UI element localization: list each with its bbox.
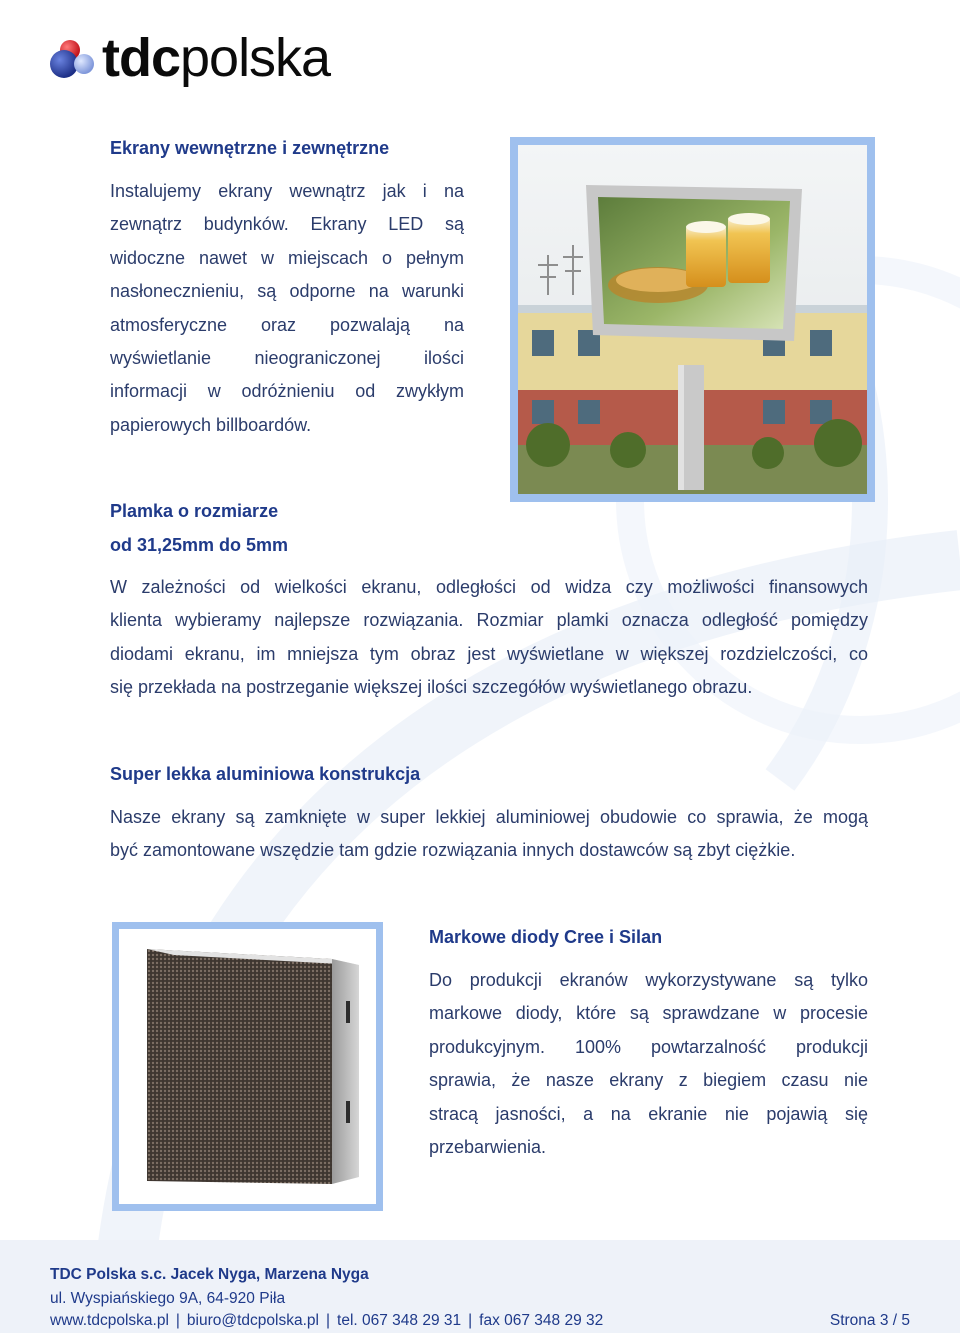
footer-phone: tel. 067 348 29 31 [337,1312,462,1329]
logo-text-bold: tdc [102,28,180,88]
text-line: Nasze ekrany są zamknięte w super lekkiej aluminiowej obudowie co sprawia, że mogą [110,807,868,827]
footer-fax: fax 067 348 29 32 [479,1312,604,1329]
led-cabinet-illustration [119,929,376,1204]
text-line: atmosferyczne oraz pozwalają na [110,314,464,335]
billboard-photo [510,137,875,502]
billboard-illustration [518,145,867,494]
text-line: klienta wybieramy najlepsze rozwiązania. Rozmiar plamki oznacza odległość pomiędzy [110,610,868,631]
heading-aluminium: Super lekka aluminiowa konstrukcja [110,764,421,784]
led-panel-photo [112,922,383,1211]
text-line: sprawia, że nasze ekrany z biegiem czasu nie [429,1070,868,1091]
text-line: przebarwienia. [429,1137,547,1158]
text-line: Do produkcji ekranów wykorzystywane są tylko [429,970,868,990]
footer-address: ul. Wyspiańskiego 9A, 64-920 Piła [50,1290,286,1307]
text-line: zewnątrz budynków. Ekrany LED są [110,214,464,235]
text-line: W zależności od wielkości ekranu, odległości od widza czy możliwości finansowych [110,577,868,597]
page-number: Strona 3 / 5 [829,1312,910,1329]
text-line: informacji w odróżnieniu od zwykłym [110,381,464,402]
logo-spheres-icon [48,34,96,82]
heading-indoor-outdoor: Ekrany wewnętrzne i zewnętrzne [110,138,390,158]
footer-separator: | [175,1312,180,1329]
heading-diodes: Markowe diody Cree i Silan [429,927,663,947]
footer-separator: | [325,1312,331,1329]
text-line: papierowych billboardów. [110,414,312,435]
heading-pixel-pitch-line1: Plamka o rozmiarze [110,501,279,521]
footer-separator: | [468,1312,473,1329]
text-line: Instalujemy ekrany wewnątrz jak i na [110,181,464,201]
text-line: diodami ekranu, im mniejsza tym obraz jest wyświetlane w większej rozdzielczości, co [110,643,868,664]
heading-pixel-pitch-line2: od 31,25mm do 5mm [110,535,289,555]
footer-email-link[interactable]: biuro@tdcpolska.pl [186,1312,319,1329]
text-line: nasłonecznieniu, są odporne na warunki [110,281,464,302]
paragraph-indoor-outdoor [110,175,464,442]
footer-website-link[interactable]: www.tdcpolska.pl [50,1312,169,1329]
paragraph-aluminium [110,801,868,868]
logo-wordmark [102,30,330,86]
text-line: widoczne nawet w miejscach o pełnym [110,247,464,268]
footer-company-name: TDC Polska s.c. Jacek Nyga, Marzena Nyga [50,1266,369,1283]
paragraph-diodes [429,964,868,1164]
text-line: się przekłada na postrzeganie większej ilości szczegółów wyświetlanego obrazu. [110,677,753,698]
text-line: być zamontowane wszędzie tam gdzie rozwiązania innych dostawców są zbyt ciężkie. [110,840,796,861]
paragraph-pixel-pitch [110,571,868,705]
text-line: markowe diody, które są sprawdzane w procesie [429,1003,868,1024]
text-line: wyświetlanie nieograniczonej ilości [110,348,464,369]
text-line: stracą jasności, a na ekranie nie pojawią się [429,1103,868,1124]
company-logo[interactable] [48,30,330,86]
text-line: produkcyjnym. 100% powtarzalność produkcji [429,1036,868,1057]
logo-text-regular: polska [180,28,331,88]
footer-contact-line [50,1312,603,1330]
